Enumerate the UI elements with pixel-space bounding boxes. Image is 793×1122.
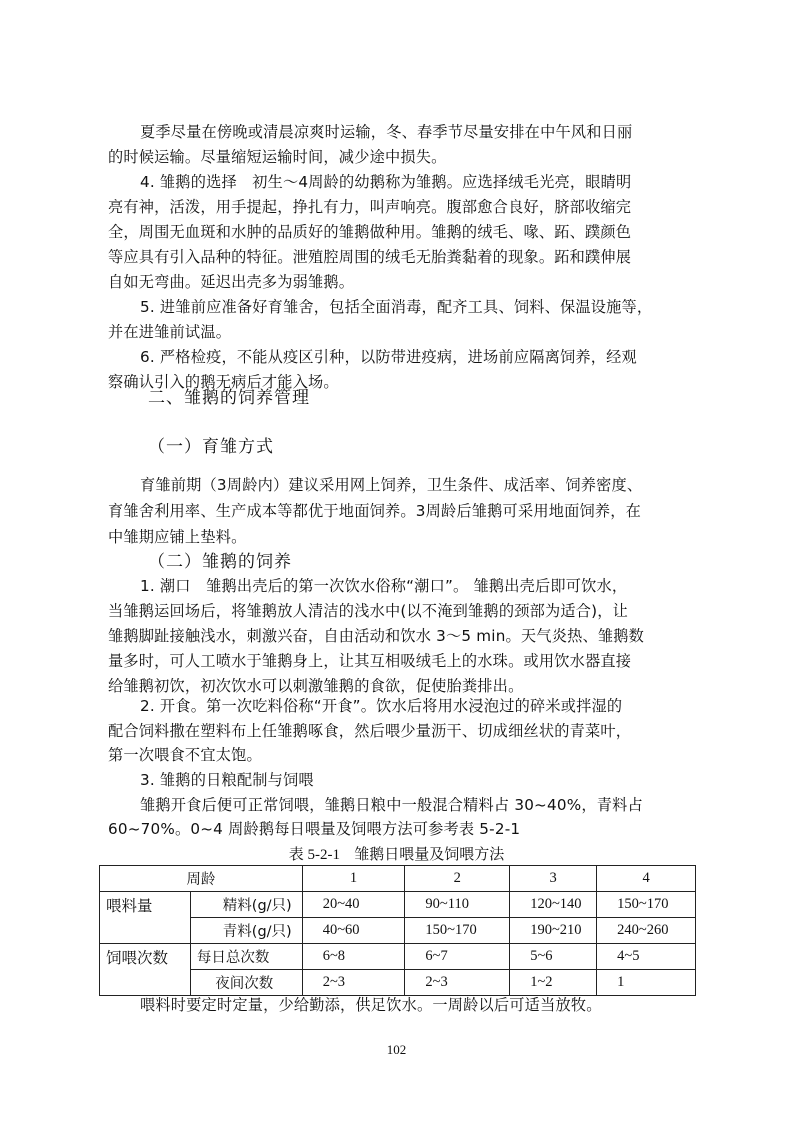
table-cell: 150~170 <box>405 918 510 944</box>
paragraph-line: 4. 雏鹅的选择 初生～4周龄的幼鹅称为雏鹅。应选择绒毛光亮，眼睛明 <box>140 173 632 191</box>
table-cell: 90~110 <box>405 892 510 918</box>
paragraph-line: 育雏舍利用率、生产成本等都优于地面饲养。3周龄后雏鹅可采用地面饲养，在 <box>108 502 642 520</box>
paragraph-line: 自如无弯曲。延迟出壳多为弱雏鹅。 <box>108 273 355 291</box>
table-cell: 20~40 <box>302 892 405 918</box>
paragraph-line: 的时候运输。尽量缩短运输时间，减少途中损失。 <box>108 148 447 166</box>
paragraph-line: 夏季尽量在傍晚或清晨凉爽时运输，冬、春季节尽量安排在中午风和日丽 <box>140 123 633 141</box>
table-cell: 240~260 <box>597 918 696 944</box>
row-label: 精料(g/只) <box>190 892 302 918</box>
table-cell: 6~7 <box>405 944 510 970</box>
paragraph-line: 给雏鹅初饮，初次饮水可以刺激雏鹅的食欲，促使胎粪排出。 <box>108 677 524 695</box>
table-cell: 4~5 <box>597 944 696 970</box>
paragraph-line: 等应具有引入品种的特征。泄殖腔周围的绒毛无胎粪黏着的现象。跖和蹼伸展 <box>108 248 632 266</box>
table-header-row <box>100 866 696 892</box>
header-week: 2 <box>405 866 510 892</box>
header-week: 4 <box>597 866 696 892</box>
subsection-heading: （二）雏鹅的饲养 <box>148 552 292 572</box>
header-week-label: 周龄 <box>100 866 303 892</box>
paragraph-line: 雏鹅开食后便可正常饲喂，雏鹅日粮中一般混合精料占 30~40%，青料占 <box>140 796 643 814</box>
header-week: 3 <box>510 866 597 892</box>
paragraph-line: 量多时，可人工喷水于雏鹅身上，让其互相吸绒毛上的水珠。或用饮水器直接 <box>108 652 632 670</box>
paragraph-line: 2. 开食。第一次吃料俗称“开食”。饮水后将用水浸泡过的碎米或拌湿的 <box>140 697 623 715</box>
section-heading: 二、雏鹅的饲养管理 <box>148 388 310 408</box>
paragraph-line: 1. 潮口 雏鹅出壳后的第一次饮水俗称“潮口”。 雏鹅出壳后即可饮水， <box>140 577 628 595</box>
paragraph-line: 并在进雏前试温。 <box>108 323 232 341</box>
table-cell: 120~140 <box>510 892 597 918</box>
row-group-label: 饲喂次数 <box>100 944 191 996</box>
table-caption-title: 雏鹅日喂量及饲喂方法 <box>354 845 505 863</box>
table-caption-number: 表 5-2-1 <box>288 847 340 863</box>
table-row <box>100 892 696 918</box>
table-cell: 2~3 <box>302 970 405 996</box>
table-cell: 6~8 <box>302 944 405 970</box>
paragraph-line: 配合饲料撒在塑料布上任雏鹅啄食，然后喂少量沥干、切成细丝状的青菜叶， <box>108 722 632 740</box>
subsection-heading: （一）育雏方式 <box>148 437 274 457</box>
row-label: 青料(g/只) <box>190 918 302 944</box>
paragraph-line: 察确认引入的鹅无病后才能入场。 <box>108 373 339 391</box>
paragraph-line: 第一次喂食不宜太饱。 <box>108 746 262 764</box>
row-label: 夜间次数 <box>190 970 302 996</box>
table-cell: 1~2 <box>510 970 597 996</box>
paragraph-line: 3. 雏鹅的日粮配制与饲喂 <box>140 771 314 789</box>
paragraph-line: 60~70%。0~4 周龄鹅每日喂量及饲喂方法可参考表 5-2-1 <box>108 820 521 838</box>
header-week: 1 <box>302 866 405 892</box>
page-number: 102 <box>386 1042 407 1057</box>
table-cell: 40~60 <box>302 918 405 944</box>
feeding-table <box>99 865 696 996</box>
paragraph-line: 当雏鹅运回场后，将雏鹅放人清洁的浅水中(以不淹到雏鹅的颈部为适合)，让 <box>108 602 629 620</box>
row-label: 每日总次数 <box>190 944 302 970</box>
paragraph-line: 中雏期应铺上垫料。 <box>108 528 247 546</box>
table-cell: 2~3 <box>405 970 510 996</box>
paragraph-line: 喂料时要定时定量，少给勤添，供足饮水。一周龄以后可适当放牧。 <box>140 996 602 1014</box>
row-group-label: 喂料量 <box>100 892 191 944</box>
paragraph-line: 育雏前期（3周龄内）建议采用网上饲养，卫生条件、成活率、饲养密度、 <box>140 476 643 494</box>
table-cell: 5~6 <box>510 944 597 970</box>
paragraph-line: 6. 严格检疫，不能从疫区引种，以防带进疫病，进场前应隔离饲养，经观 <box>140 348 637 366</box>
table-row <box>100 944 696 970</box>
table-cell: 150~170 <box>597 892 696 918</box>
paragraph-line: 5. 进雏前应准备好育雏舍，包括全面消毒，配齐工具、饲料、保温设施等， <box>140 298 653 316</box>
paragraph-line: 全，周围无血斑和水肿的品质好的雏鹅做种用。雏鹅的绒毛、喙、跖、蹼颜色 <box>108 223 632 241</box>
paragraph-line: 亮有神，活泼，用手提起，挣扎有力，叫声响亮。腹部愈合良好，脐部收缩完 <box>108 198 632 216</box>
table-caption <box>0 843 793 864</box>
table-cell: 1 <box>597 970 696 996</box>
paragraph-line: 雏鹅脚趾接触浅水，刺激兴奋，自由活动和饮水 3～5 min。天气炎热、雏鹅数 <box>108 627 645 645</box>
table-cell: 190~210 <box>510 918 597 944</box>
